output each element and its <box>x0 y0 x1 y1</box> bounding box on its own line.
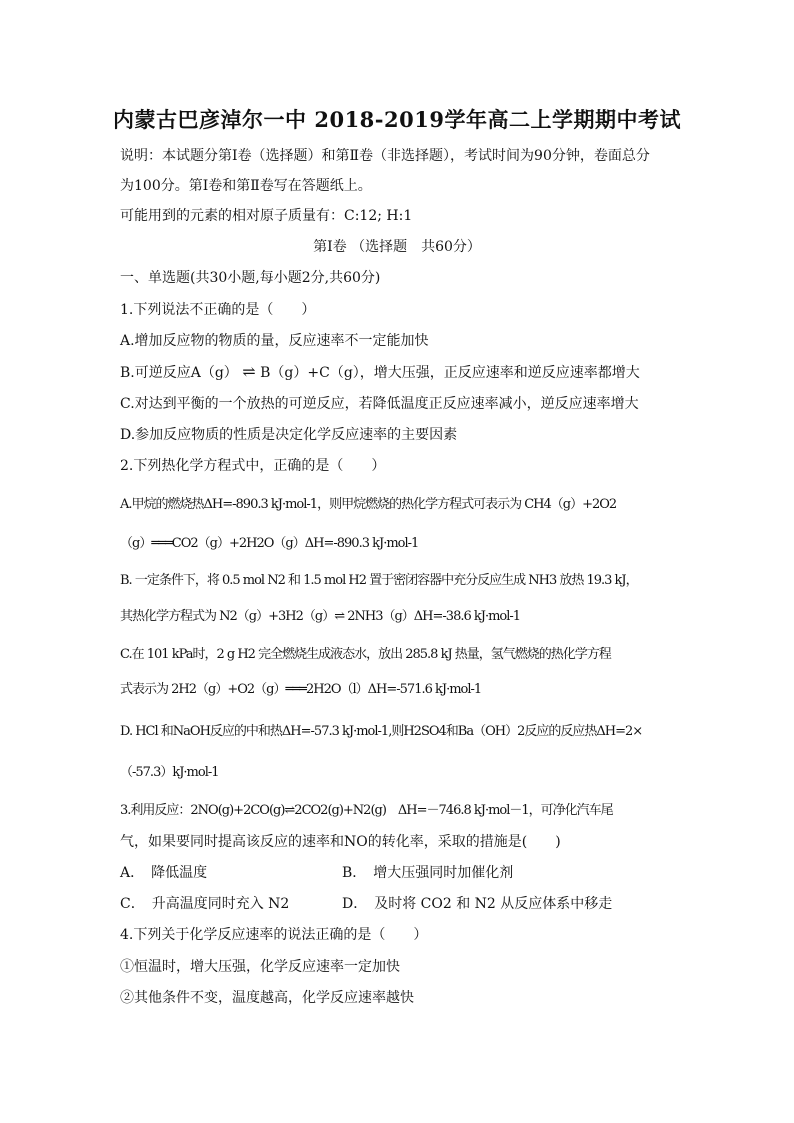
q1-option-b-pre: B.可逆反应A（g） <box>120 365 238 381</box>
q1-option-b <box>120 362 640 383</box>
q2-option-c-line-1: C.在 101 kPa时，2 g H2 完全燃烧生成液态水，放出 285.8 kJ 热量，氢气燃烧的热化学方程 <box>120 647 611 662</box>
q2-option-d-line-2: （-57.3）kJ·mol-1 <box>120 765 219 780</box>
section-heading: 一、单选题(共30小题,每小题2分,共60分) <box>120 270 381 286</box>
atomic-masses: 可能用到的元素的相对原子质量有：C:12; H:1 <box>120 208 413 224</box>
q3-option-d: D． 及时将 CO2 和 N2 从反应体系中移走 <box>342 896 613 912</box>
q2-option-c-line-2: 式表示为 2H2（g）+O2（g）═══2H2O（l）ΔH=-571.6 kJ·mol-1 <box>120 682 482 697</box>
q1-option-d: D.参加反应物质的性质是决定化学反应速率的主要因素 <box>120 427 458 443</box>
q2-option-d-line-1: D. HCl 和NaOH反应的中和热ΔH=-57.3 kJ·mol-1,则H2SO4和Ba（OH）2反应的反应热ΔH=2× <box>120 724 643 739</box>
part-title: 第Ⅰ卷 （选择题 共60分） <box>313 239 481 255</box>
intro-line-1: 说明：本试题分第Ⅰ卷（选择题）和第Ⅱ卷（非选择题），考试时间为90分钟，卷面总分 <box>120 148 650 164</box>
q1-option-c: C.对达到平衡的一个放热的可逆反应，若降低温度正反应速率减小，逆反应速率增大 <box>120 396 639 412</box>
q2-option-a-line-1: A.甲烷的燃烧热ΔH=-890.3 kJ·mol-1，则甲烷燃烧的热化学方程式可表示为 CH4（g）+2O2 <box>120 497 617 512</box>
q2-stem: 2.下列热化学方程式中，正确的是（ ） <box>120 458 386 474</box>
q3-option-b: B． 增大压强同时加催化剂 <box>342 865 514 881</box>
q2-option-b-line-1: B. 一定条件下，将 0.5 mol N2 和 1.5 mol H2 置于密闭容器中充分反应生成 NH3 放热 19.3 kJ， <box>120 573 638 588</box>
q1-option-b-post: B（g）+C（g），增大压强，正反应速率和逆反应速率都增大 <box>260 365 640 381</box>
q1-stem: 1.下列说法不正确的是（ ） <box>120 302 316 318</box>
equilibrium-arrow-icon: ⇌ <box>242 362 256 381</box>
q4-statement-2: ②其他条件不变，温度越高，化学反应速率越快 <box>120 990 414 1006</box>
q3-option-a: A． 降低温度 <box>120 865 208 881</box>
q1-option-a: A.增加反应物的物质的量，反应速率不一定能加快 <box>120 333 429 349</box>
intro-line-2: 为100分。第Ⅰ卷和第Ⅱ卷写在答题纸上。 <box>120 178 372 194</box>
q3-option-c: C． 升高温度同时充入 N2 <box>120 896 290 912</box>
q4-statement-1: ①恒温时，增大压强，化学反应速率一定加快 <box>120 959 400 975</box>
q3-line-1: 3.利用反应：2NO(g)+2CO(g)⇌2CO2(g)+N2(g) ΔH=－746.8 kJ·mol－1，可净化汽车尾 <box>120 803 613 818</box>
q3-line-2: 气，如果要同时提高该反应的速率和NO的转化率，采取的措施是( ) <box>120 834 561 850</box>
q2-option-b-line-2: 其热化学方程式为 N2（g）+3H2（g）⇌ 2NH3（g）ΔH=-38.6 kJ·mol-1 <box>120 609 521 624</box>
page-title: 内蒙古巴彦淖尔一中 2018-2019学年高二上学期期中考试 <box>113 107 681 132</box>
q2-option-a-line-2: （g）═══CO2（g）+2H2O（g）ΔH=-890.3 kJ·mol-1 <box>120 536 419 551</box>
q4-stem: 4.下列关于化学反应速率的说法正确的是（ ） <box>120 927 428 943</box>
